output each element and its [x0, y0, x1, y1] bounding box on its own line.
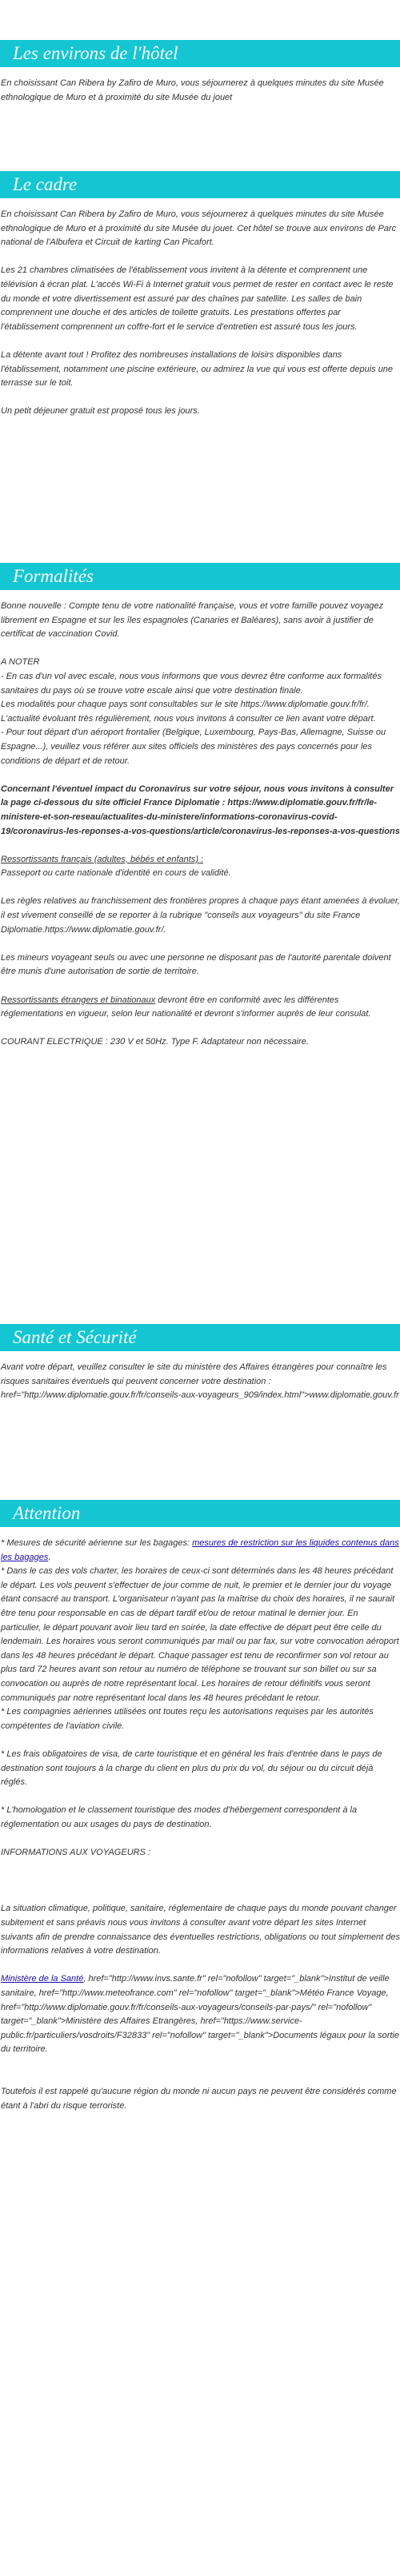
paragraph: Les mineurs voyageant seuls ou avec une personne ne disposant pas de l'autorité parentale doivent être munis d'une autorisation de sortie de territoire.: [1, 952, 391, 977]
paragraph: Les 21 chambres climatisées de l'établissement vous invitent à la détente et comprennent une télévision à écran plat. L'accès Wi-Fi à Internet gratuit vous permet de rester en contact avec le reste du monde et votre divertissement est assuré par des chaînes par satellite. Les salles de bain comprennent une douche et des articles de toilette gratuits. Les prestations offertes par l'établissement comprennent un coffre-fort et le service d'entretien est assuré tous les jours.: [1, 265, 394, 332]
section-header-cadre: Le cadre: [0, 171, 400, 198]
french-nationals-title: Ressortissants français (adultes, bébés et enfants) :: [1, 854, 204, 864]
section-attention-body: [0, 1537, 400, 2127]
foreign-nationals-paragraph: [1, 994, 400, 1022]
charter-flights-paragraph: * Dans le cas des vols charter, les horaires de ceux-ci sont déterminés dans les 48 heures précédant le départ. Les vols peuvent s'effectuer de jour comme de nuit, le premier et le dernier jour du voyage étant consacré au transport. L'organisateur n'ayant pas la maîtrise du choix des horaires, il ne saurait être tenu pour responsable en cas de départ tardif et/ou de retour matinal le dernier jour. En particulier, le départ pouvant avoir lieu tard en soirée, la date effective de départ peut être celle du lendemain. Les horaires vous seront communiqués par mail ou par fax, sur votre convocation aéroport dans les 48 heures précédant le départ. Chaque passager est tenu de reconfirmer son vol retour au plus tard 72 heures avant son retour au numéro de téléphone se trouvant sur son billet ou sur sa convocation ou auprès de notre représentant local. Les horaires de retour définitifs vous seront communiqués par notre représentant local dans les 48 heures précédant le retour.: [1, 1566, 399, 1703]
terrorism-notice: Toutefois il est rappelé qu'aucune région du monde ni aucun pays ne peuvent être considérés comme étant à l'abri du risque terroriste.: [1, 2087, 397, 2111]
travellers-info-title: INFORMATIONS AUX VOYAGEURS :: [1, 1848, 151, 1858]
liquids-restriction-link[interactable]: mesures de restriction sur les liquides contenus dans les bagages: [1, 1538, 399, 1562]
security-measures-prefix: * Mesures de sécurité aérienne sur les bagages:: [1, 1538, 193, 1548]
section-cadre-body: [0, 208, 400, 433]
accommodation-rating-paragraph: * L'homologation et le classement touristique des modes d'hébergement correspondent à la réglementation ou aux usages du pays de destination.: [1, 1805, 358, 1829]
section-environs-body: [0, 77, 400, 119]
paragraph: - Pour tout départ d'un aéroport frontalier (Belgique, Luxembourg, Pays-Bas, Allemagne, Suisse ou Espagne...), veuillez vous référer aux sites officiels des ministères des pays concernés pour les conditions de départ et de retour.: [1, 728, 386, 766]
electric-current: COURANT ELECTRIQUE : 230 V et 50Hz. Type F. Adaptateur non nécessaire.: [1, 1037, 309, 1047]
paragraph: En choisissant Can Ribera by Zafiro de Muro, vous séjournerez à quelques minutes du site Musée ethnologique de Muro et à proximité du site Musée du jouet: [1, 78, 384, 102]
foreign-nationals-text: devront être en conformité avec les différentes réglementations en vigueur, selon leur nationalité et devront s'informer auprès de leur consulat.: [1, 995, 371, 1019]
visa-fees-paragraph: * Les frais obligatoires de visa, de carte touristique et en général les frais d'entrée dans le pays de destination sont toujours à la charge du client en plus du prix du vol, du séjour ou du circuit déjà réglés.: [1, 1749, 382, 1788]
travellers-info-paragraph: La situation climatique, politique, sanitaire, réglementaire de chaque pays du monde pouvant changer subitement et sans préavis nous vous invitons à consulter avant votre départ les sites Internet suivants afin de prendre connaissance des éventuelles restrictions, obligations ou tout simplement des informations relatives à votre destination.: [1, 1904, 400, 1956]
paragraph: Bonne nouvelle : Compte tenu de votre nationalité française, vous et votre famille pouvez voyagez librement en Espagne et sur les îles espagnoles (Canaries et Baléares), sans avoir à justifier de certificat de vaccination Covid.: [1, 601, 384, 640]
paragraph: En choisissant Can Ribera by Zafiro de Muro, vous séjournerez à quelques minutes du site Musée ethnologique de Muro et à proximité du site Musée du jouet. Cet hôtel se trouve aux environs de Parc national de l'Albufera et Circuit de karting Can Picafort.: [1, 209, 397, 248]
ministere-sante-link[interactable]: Ministère de la Santé: [1, 1974, 84, 1984]
section-header-sante: Santé et Sécurité: [0, 1324, 400, 1351]
paragraph: La détente avant tout ! Profitez des nombreuses installations de loisirs disponibles dans l'établissement, notamment une piscine extérieure, ou admirez la vue qui vous est offerte depuis une terrasse sur le toit.: [1, 349, 394, 389]
security-measures: [1, 1537, 400, 1565]
paragraph: Un petit déjeuner gratuit est proposé tous les jours.: [1, 406, 200, 417]
section-formalites-body: [0, 600, 400, 1064]
foreign-nationals-title: Ressortissants étrangers et binationaux: [1, 995, 156, 1005]
section-header-attention: Attention: [0, 1500, 400, 1527]
links-text: , href="http://www.invs.sante.fr" rel="nofollow" target="_blank">Institut de veille sanitaire, href="http://www.meteofrance.com" rel="nofollow" target="_blank">Météo France Voyage, href="http://www.diplomatie.gouv.fr/fr/conseils-aux-voyageurs/conseils-par-pays/" rel="nofollow" target="_blank">Ministère des Affaires Etrangères, href="https://www.service-public.fr/particuliers/vosdroits/F32833" rel="nofollow" target="_blank">Documents légaux pour la sortie du territoire.: [1, 1974, 399, 2055]
section-header-environs: Les environs de l'hôtel: [0, 40, 400, 67]
paragraph: - En cas d'un vol avec escale, nous vous informons que vous devrez être conforme aux formalités sanitaires du pays où se trouve votre escale ainsi que votre destination finale.: [1, 671, 382, 696]
coronavirus-notice: Concernant l'éventuel impact du Coronavirus sur votre séjour, nous vous invitons à consulter la page ci-dessous du site officiel France Diplomatie : https://www.diplomatie.gouv.fr/fr/le-ministere-et-son-reseau/actualites-du-ministere/informations-coronavirus-covid-19/coronavirus-les-reponses-a-vos-questions/article/coronavirus-les-reponses-a-vos-questions: [1, 784, 400, 836]
section-header-formalites: Formalités: [0, 563, 400, 590]
security-measures-suffix: .: [48, 1552, 51, 1562]
paragraph: Passeport ou carte nationale d'identité en cours de validité.: [1, 868, 231, 879]
paragraph: Les règles relatives au franchissement des frontières propres à chaque pays étant amenées à évoluer, il est vivement conseillé de se reporter à la rubrique "conseils aux voyageurs" du site France Diplomatie.https://www.diplomatie.gouv.fr/.: [1, 896, 400, 935]
airlines-paragraph: * Les compagnies aériennes utilisées ont toutes reçu les autorisations requises par les autorités compétentes de l'aviation civile.: [1, 1707, 374, 1731]
links-paragraph: [1, 1972, 400, 2057]
paragraph: Avant votre départ, veuillez consulter le site du ministère des Affaires étrangères pour connaître les risques sanitaires éventuels qui peuvent concerner votre destination : href="http://www.diplomatie.gouv.fr/fr/conseils-aux-voyageurs_909/index.html">www.diplomatie.gouv.fr: [1, 1362, 399, 1401]
section-sante-body: [0, 1361, 400, 1417]
note-title: A NOTER: [1, 657, 40, 668]
paragraph: Les modalités pour chaque pays sont consultables sur le site https://www.diplomatie.gouv.fr/fr/. L'actualité évoluant très régulièrement, nous vous invitons à consulter ce lien avant votre départ.: [1, 700, 376, 724]
